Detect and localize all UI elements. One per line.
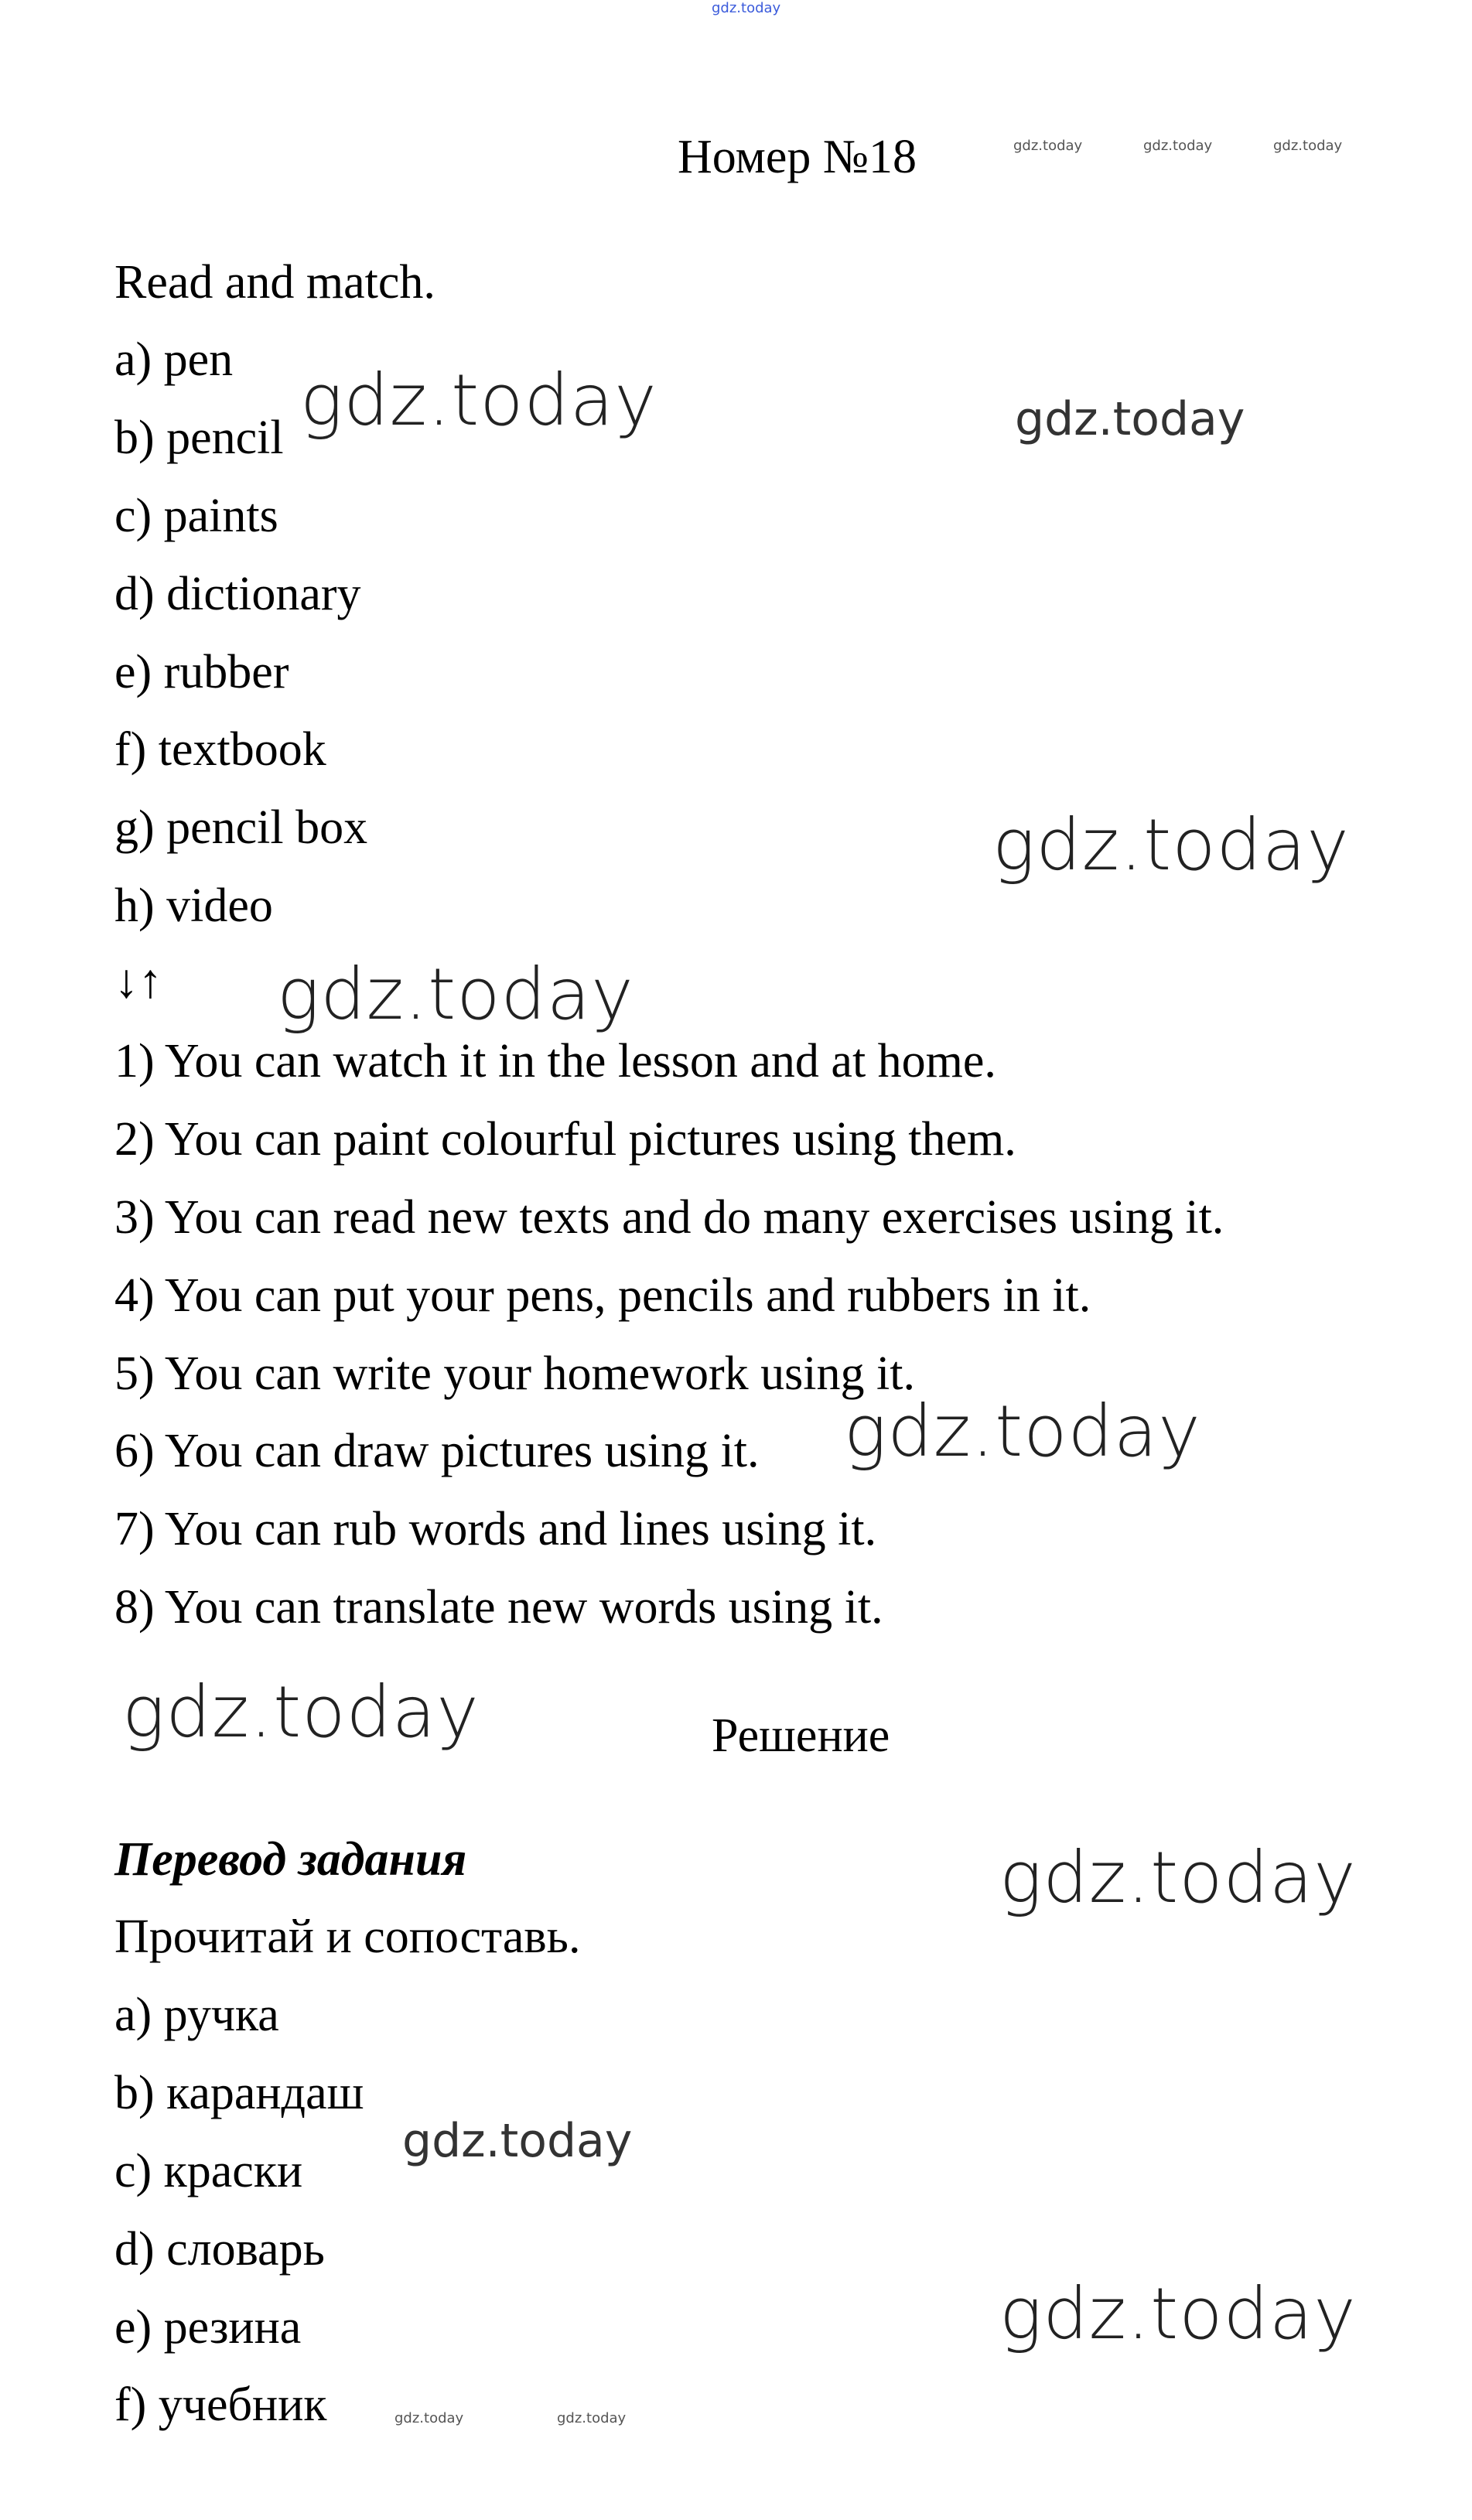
watermark-small: gdz.today — [1013, 138, 1083, 154]
watermark-large: gdz.today — [844, 1390, 1201, 1473]
word-item: e) rubber — [114, 646, 289, 698]
definition-item: 3) You can read new texts and do many exercises using it. — [114, 1191, 1224, 1244]
translation-word-item: e) резина — [114, 2301, 302, 2354]
match-arrows: ↓↑ — [114, 955, 162, 1008]
definition-item: 2) You can paint colourful pictures using them. — [114, 1113, 1016, 1166]
watermark-small: gdz.today — [1273, 138, 1343, 154]
top-watermark: gdz.today — [712, 0, 781, 16]
solution-heading: Решение — [712, 1709, 890, 1762]
word-item: b) pencil — [114, 411, 284, 464]
watermark-medium: gdz.today — [1015, 392, 1245, 446]
translation-heading: Перевод задания — [114, 1833, 467, 1886]
translation-word-item: a) ручка — [114, 1989, 279, 2041]
translation-word-item: d) словарь — [114, 2223, 325, 2276]
watermark-large: gdz.today — [277, 953, 634, 1036]
definition-item: 7) You can rub words and lines using it. — [114, 1503, 877, 1555]
watermark-large: gdz.today — [992, 804, 1350, 886]
translation-word-item: c) краски — [114, 2145, 303, 2197]
word-item: f) textbook — [114, 723, 326, 776]
definition-item: 1) You can watch it in the lesson and at home. — [114, 1035, 996, 1088]
page-title: Номер №18 — [678, 131, 917, 183]
translation-instruction: Прочитай и сопоставь. — [114, 1910, 581, 1963]
watermark-small: gdz.today — [1143, 138, 1213, 154]
definition-item: 8) You can translate new words using it. — [114, 1581, 883, 1634]
word-item: h) video — [114, 879, 273, 932]
word-item: c) paints — [114, 490, 278, 542]
watermark-large: gdz.today — [999, 1836, 1357, 1919]
watermark-small: gdz.today — [557, 2410, 627, 2426]
watermark-medium: gdz.today — [402, 2114, 633, 2168]
word-item: g) pencil box — [114, 801, 368, 854]
task-instruction: Read and match. — [114, 256, 435, 309]
word-item: d) dictionary — [114, 568, 361, 620]
definition-item: 5) You can write your homework using it. — [114, 1347, 915, 1400]
definition-item: 4) You can put your pens, pencils and rubbers in it. — [114, 1269, 1091, 1322]
translation-word-item: b) карандаш — [114, 2067, 364, 2119]
translation-word-item: f) учебник — [114, 2378, 327, 2431]
word-item: a) pen — [114, 333, 234, 386]
definition-item: 6) You can draw pictures using it. — [114, 1425, 760, 1477]
watermark-large: gdz.today — [999, 2272, 1357, 2355]
watermark-large: gdz.today — [300, 359, 657, 442]
watermark-large: gdz.today — [122, 1671, 480, 1753]
watermark-small: gdz.today — [394, 2410, 464, 2426]
